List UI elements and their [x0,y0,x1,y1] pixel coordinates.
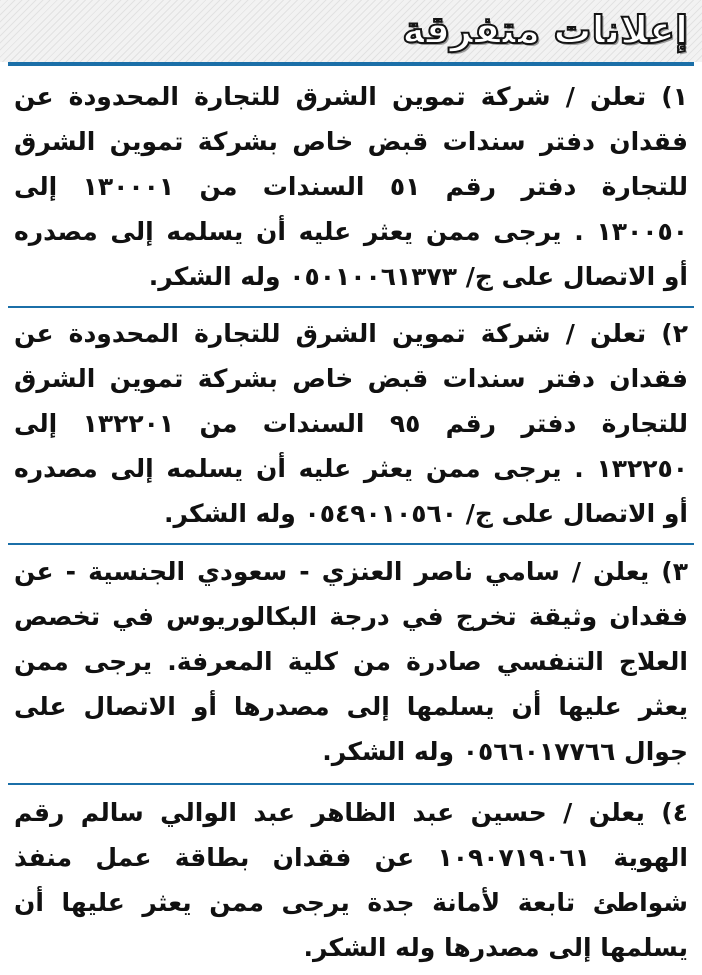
notice-line: جوال ٠٥٦٦٠١٧٧٦٦ وله الشكر. [322,737,688,766]
notice-1 [14,74,688,299]
notice-line: فقدان دفتر سندات قبض خاص بشركة تموين الشرق [14,127,688,156]
notice-line: يسلمها إلى مصدرها وله الشكر. [303,933,688,962]
notice-line: فقدان دفتر سندات قبض خاص بشركة تموين الشرق [14,364,688,393]
notice-2 [14,311,688,536]
notice-divider [8,306,694,308]
notice-3 [14,549,688,774]
notice-4 [14,790,688,970]
notice-divider [8,543,694,545]
header-divider [8,62,694,66]
notice-line: ٢) تعلن / شركة تموين الشرق للتجارة المحدودة عن [14,319,688,348]
notice-line: ٣) يعلن / سامي ناصر العنزي - سعودي الجنسية - عن [14,557,688,586]
notice-line: شواطئ تابعة لأمانة جدة يرجى ممن يعثر عليها أن [14,888,688,917]
notice-line: للتجارة دفتر رقم ٥١ السندات من ١٣٠٠٠١ إلى [14,172,688,201]
notice-line: ١٣٢٢٥٠ . يرجى ممن يعثر عليه أن يسلمه إلى مصدره [14,454,688,483]
section-title: إعلانات متفرقة [402,8,688,52]
notice-line: ١٣٠٠٥٠ . يرجى ممن يعثر عليه أن يسلمه إلى مصدره [14,217,688,246]
notice-line: ٤) يعلن / حسين عبد الظاهر عبد الوالي سالم رقم [14,798,688,827]
notice-divider [8,783,694,785]
notice-line: يعثر عليها أن يسلمها إلى مصدرها أو الاتصال على [14,692,688,721]
notice-line: العلاج التنفسي صادرة من كلية المعرفة. يرجى ممن [14,647,688,676]
notice-line: أو الاتصال على ج/ ٠٥٤٩٠١٠٥٦٠ وله الشكر. [163,499,688,528]
notice-line: للتجارة دفتر رقم ٩٥ السندات من ١٣٢٢٠١ إلى [14,409,688,438]
notice-line: الهوية ١٠٩٠٧١٩٠٦١ عن فقدان بطاقة عمل منفذ [14,843,688,872]
notice-line: فقدان وثيقة تخرج في درجة البكالوريوس في تخصص [14,602,688,631]
section-header [0,0,702,62]
notice-line: ١) تعلن / شركة تموين الشرق للتجارة المحدودة عن [14,82,688,111]
notice-line: أو الاتصال على ج/ ٠٥٠١٠٠٦١٣٧٣ وله الشكر. [148,262,688,291]
